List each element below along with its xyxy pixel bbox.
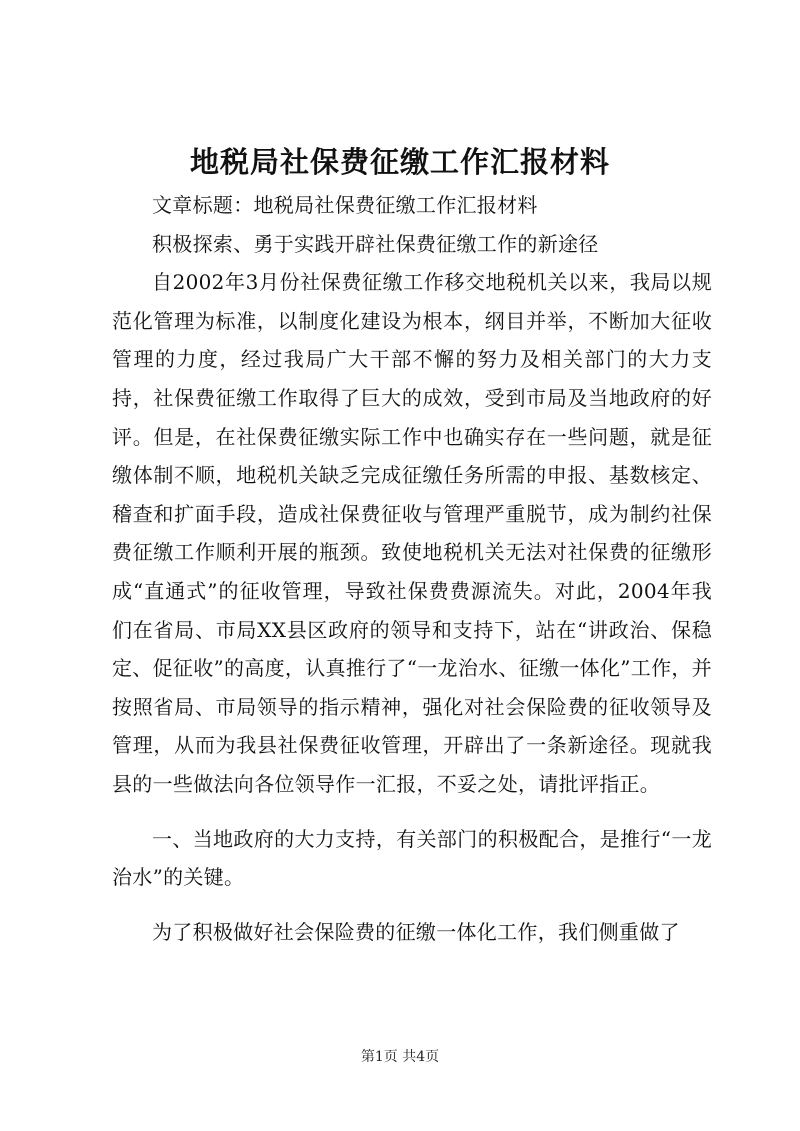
- document-title: 地税局社保费征缴工作汇报材料: [189, 145, 610, 179]
- page-footer: 第1页 共4页: [360, 1049, 440, 1065]
- section-heading-1: 一、当地政府的大力支持，有关部门的积极配合，是推行“一龙治水”的关键。: [112, 826, 712, 890]
- body-paragraph-2: 为了积极做好社会保险费的征缴一体化工作，我们侧重做了: [152, 919, 680, 944]
- body-paragraph-intro: 自2002年3月份社保费征缴工作移交地税机关以来，我局以规范化管理为标准，以制度化建设为根本，纲目并举，不断加大征收管理的力度，经过我局广大干部不懈的努力及相关部门的大力支持，社保费征缴工作取得了巨大的成效，受到市局及当地政府的好评。但是，在社保费征缴实际工作中也确实存在一些问题，就是征缴体制不顺，地税机关缺乏完成征缴任务所需的申报、基数核定、稽查和扩面手段，造成社保费征收与管理严重脱节，成为制约社保费征缴工作顺利开展的瓶颈。致使地税机关无法对社保费的征缴形成“直通式”的征收管理，导致社保费费源流失。对此，2004年我们在省局、市局XX县区政府的领导和支持下，站在“讲政治、保稳定、促征收”的高度，认真推行了“一龙治水、征缴一体化”工作，并按照省局、市局领导的指示精神，强化对社会保险费的征收领导及管理，从而为我县社保费征收管理，开辟出了一条新途径。现就我县的一些做法向各位领导作一汇报，不妥之处，请批评指正。: [112, 270, 712, 796]
- article-title-line: 文章标题：地税局社保费征缴工作汇报材料: [152, 193, 538, 217]
- document-body: [112, 186, 712, 951]
- subtitle-line: 积极探索、勇于实践开辟社保费征缴工作的新途径: [152, 231, 599, 256]
